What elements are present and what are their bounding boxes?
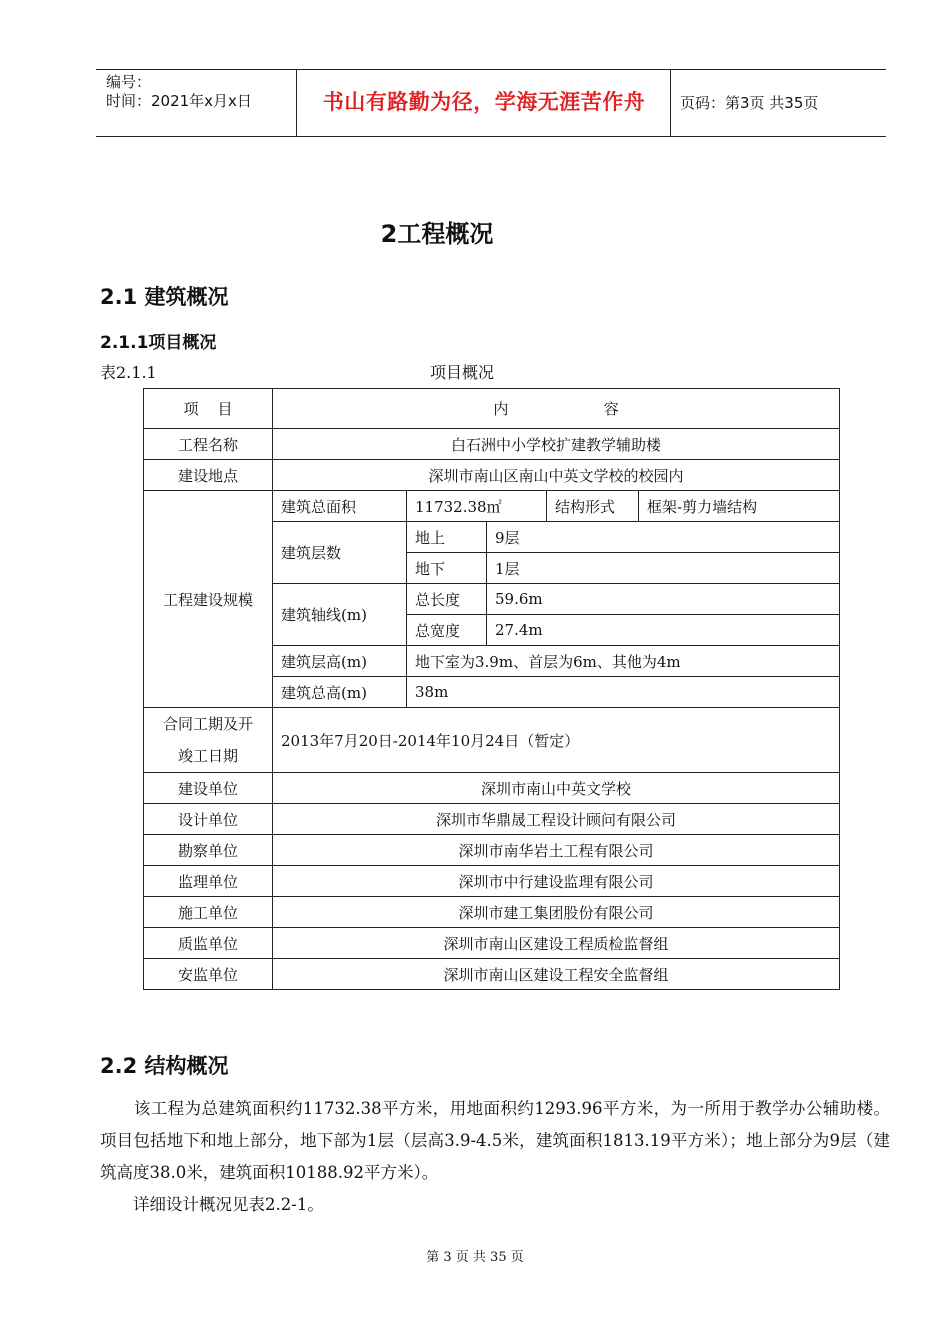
header-item-cell: 项 目 — [144, 389, 273, 429]
header-bottom-rule — [96, 136, 886, 137]
header-divider-left — [296, 69, 297, 136]
row-sub-label: 总宽度 — [407, 615, 487, 646]
row-value: 1层 — [487, 553, 840, 584]
row-sub-label: 建筑层数 — [273, 522, 407, 584]
header-time-label: 时间：2021年x月x日 — [106, 92, 252, 110]
row-sub-label: 建筑轴线(m) — [273, 584, 407, 646]
table-row — [144, 773, 840, 804]
row-value: 白石洲中小学校扩建教学辅助楼 — [273, 429, 840, 460]
row-label — [144, 708, 273, 773]
row-label: 安监单位 — [144, 959, 273, 990]
row-sub-label: 总长度 — [407, 584, 487, 615]
row-value: 2013年7月20日-2014年10月24日（暂定） — [273, 708, 840, 773]
section-2-1-1-heading: 2.1.1项目概况 — [100, 333, 217, 353]
table-row — [144, 804, 840, 835]
row-value: 深圳市南山区南山中英文学校的校园内 — [273, 460, 840, 491]
row-sub-label: 地下 — [407, 553, 487, 584]
table-caption-title: 项目概况 — [430, 363, 495, 382]
row-label: 建设地点 — [144, 460, 273, 491]
row-value: 59.6m — [487, 584, 840, 615]
row-value: 深圳市建工集团股份有限公司 — [273, 897, 840, 928]
row-label: 工程建设规模 — [144, 491, 273, 708]
table-caption-label: 表2.1.1 — [100, 363, 157, 382]
page-footer: 第 3 页 共 35 页 — [426, 1250, 524, 1265]
header-page-label: 页码：第3页 共35页 — [680, 94, 819, 112]
table-header-row — [144, 389, 840, 429]
row-value: 深圳市南山区建设工程安全监督组 — [273, 959, 840, 990]
row-value: 深圳市南山中英文学校 — [273, 773, 840, 804]
row-value: 27.4m — [487, 615, 840, 646]
row-sub-label: 结构形式 — [547, 491, 639, 522]
row-label: 工程名称 — [144, 429, 273, 460]
table-row — [144, 491, 840, 522]
row-label-line: 竣工日期 — [177, 747, 238, 765]
row-sub-label: 建筑总高(m) — [273, 677, 407, 708]
project-overview-table — [143, 388, 840, 990]
chapter-title: 2工程概况 — [380, 220, 494, 248]
row-value: 11732.38㎡ — [407, 491, 547, 522]
header-content-cell: 内 容 — [273, 389, 840, 429]
row-value: 地下室为3.9m、首层为6m、其他为4m — [407, 646, 840, 677]
section-2-1-heading: 2.1 建筑概况 — [100, 285, 229, 309]
row-sub-label: 建筑层高(m) — [273, 646, 407, 677]
row-value: 38m — [407, 677, 840, 708]
table-row — [144, 835, 840, 866]
table-row — [144, 866, 840, 897]
row-label: 监理单位 — [144, 866, 273, 897]
row-label: 勘察单位 — [144, 835, 273, 866]
row-value: 框架-剪力墙结构 — [639, 491, 840, 522]
row-label-line: 合同工期及开 — [162, 715, 253, 733]
body-paragraph: 该工程为总建筑面积约11732.38平方米，用地面积约1293.96平方米，为一所用于教学办公辅助楼。项目包括地下和地上部分，地下部为1层（层高3.9-4.5米，建筑面积1813.19平方米）；地上部分为9层（建筑高度38.0米，建筑面积10188.92平方米）。 — [100, 1099, 890, 1182]
row-label: 质监单位 — [144, 928, 273, 959]
table-row — [144, 928, 840, 959]
header-number-label: 编号： — [106, 73, 152, 91]
row-value: 深圳市中行建设监理有限公司 — [273, 866, 840, 897]
section-2-2-heading: 2.2 结构概况 — [100, 1054, 229, 1078]
row-value: 深圳市南华岩土工程有限公司 — [273, 835, 840, 866]
body-paragraph: 详细设计概况见表2.2-1。 — [100, 1195, 324, 1214]
row-value: 9层 — [487, 522, 840, 553]
table-row — [144, 460, 840, 491]
table-row — [144, 429, 840, 460]
row-label: 施工单位 — [144, 897, 273, 928]
row-sub-label: 建筑总面积 — [273, 491, 407, 522]
header-divider-right — [670, 69, 671, 136]
header-motto: 书山有路勤为径，学海无涯苦作舟 — [322, 90, 646, 114]
table-row — [144, 897, 840, 928]
table-row — [144, 708, 840, 773]
row-value: 深圳市华鼎晟工程设计顾问有限公司 — [273, 804, 840, 835]
row-label: 设计单位 — [144, 804, 273, 835]
row-sub-label: 地上 — [407, 522, 487, 553]
header-top-rule — [96, 69, 886, 70]
table-row — [144, 959, 840, 990]
row-label: 建设单位 — [144, 773, 273, 804]
row-value: 深圳市南山区建设工程质检监督组 — [273, 928, 840, 959]
